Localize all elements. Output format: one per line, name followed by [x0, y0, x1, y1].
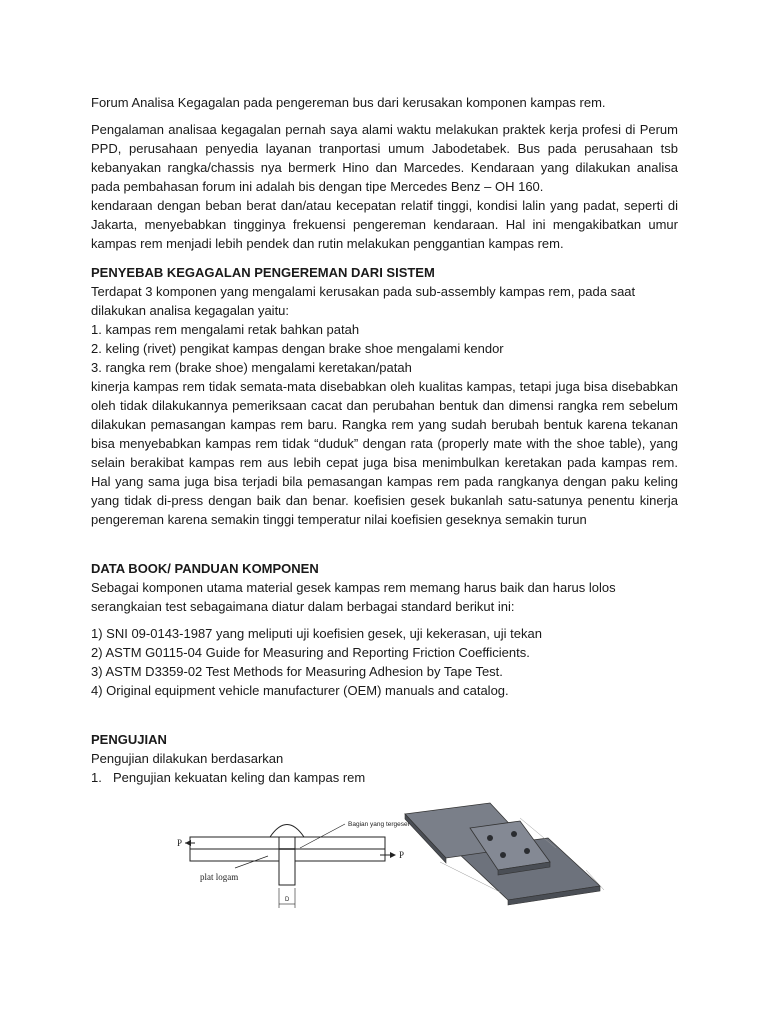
doc-title: Forum Analisa Kegagalan pada pengereman bus dari kerusakan komponen kampas rem. [91, 95, 606, 110]
list-item: 2. keling (rivet) pengikat kampas dengan brake shoe mengalami kendor [91, 341, 504, 356]
rivet-head [270, 825, 304, 838]
rivet-shear-diagram [177, 821, 411, 908]
section-heading-penyebab: PENYEBAB KEGAGALAN PENGEREMAN DARI SISTEM [91, 265, 435, 280]
label-p-left: P [177, 838, 183, 848]
rivet-shank [279, 837, 295, 885]
arrow-right [390, 852, 396, 858]
section1-body: kinerja kampas rem tidak semata-mata disebabkan oleh kualitas kampas, tetapi juga bisa disebabkan oleh tidak dilakukannya pemeriksaan cacat dan perubahan bentuk dan dimensi rangka rem sebelum dilakukan pemasangan kampas rem baru. Rangka rem yang sudah berubah bentuk karena tekanan bisa menyebabkan kampas rem tidak “duduk” dengan rata (properly mate with the shoe table), yang selain berakibat kampas rem aus lebih cepat juga bisa menimbulkan keretakan pada kampas rem. Hal yang sama juga bisa terjadi bila pemasangan kampas rem pada rangkanya dengan paku keling yang tidak di-press dengan baik dan benar. koefisien gesek bukanlah satu-satunya penentu kinerja pengereman karena semakin tinggi temperatur nilai koefisien geseknya semakin turun [91, 379, 678, 527]
label-d: D [285, 897, 290, 903]
label-plate: plat logam [200, 872, 239, 882]
arrow-left [185, 840, 191, 846]
list-item: 4) Original equipment vehicle manufacturer (OEM) manuals and catalog. [91, 683, 509, 698]
numbered-item [91, 768, 678, 787]
section-heading-pengujian: PENGUJIAN [91, 732, 167, 747]
intro-paragraph-1: Pengalaman analisaa kegagalan pernah saya alami waktu melakukan praktek kerja profesi di Perum PPD, perusahaan penyedia layanan tranportasi umum Jabodetabek. Bus pada perusahaan tsb kebanyakan rangka/chassis nya bermerk Hino dan Marcedes. Kendaraan yang dilakukan analisa pada pembahasan forum ini adalah bis dengan tipe Mercedes Benz – OH 160. [91, 122, 678, 194]
section2-intro: Sebagai komponen utama material gesek kampas rem memang harus baik dan harus lolos serangkaian test sebagaimana diatur dalam berbagai standard berikut ini: [91, 580, 616, 614]
lap-joint-3d [405, 803, 604, 905]
list-item: 3) ASTM D3359-02 Test Methods for Measuring Adhesion by Tape Test. [91, 664, 503, 679]
list-item: 2) ASTM G0115-04 Guide for Measuring and Reporting Friction Coefficients. [91, 645, 530, 660]
label-p-right: P [399, 850, 405, 860]
item-text: Pengujian kekuatan keling dan kampas rem [113, 770, 366, 785]
intro-paragraph-2: kendaraan dengan beban berat dan/atau kecepatan relatif tinggi, kondisi lalin yang padat, seperti di Jakarta, menyebabkan tingginya frekuensi pengereman kendaraan. Hal ini mengakibatkan umur kampas rem menjadi lebih pendek dan rutin melakukan penggantian kampas rem. [91, 198, 678, 251]
figures [0, 800, 768, 930]
document-body [91, 93, 678, 787]
item-number: 1. [91, 770, 102, 785]
label-shear: Bagian yang tergeser [348, 821, 410, 828]
section1-intro: Terdapat 3 komponen yang mengalami kerusakan pada sub-assembly kampas rem, pada saat dilakukan analisa kegagalan yaitu: [91, 284, 636, 318]
list-item: 3. rangka rem (brake shoe) mengalami keretakan/patah [91, 360, 412, 375]
list-item: 1) SNI 09-0143-1987 yang meliputi uji koefisien gesek, uji kekerasan, uji tekan [91, 626, 542, 641]
section-heading-databook: DATA BOOK/ PANDUAN KOMPONEN [91, 561, 319, 576]
section3-intro: Pengujian dilakukan berdasarkan [91, 751, 284, 766]
list-item: 1. kampas rem mengalami retak bahkan patah [91, 322, 360, 337]
